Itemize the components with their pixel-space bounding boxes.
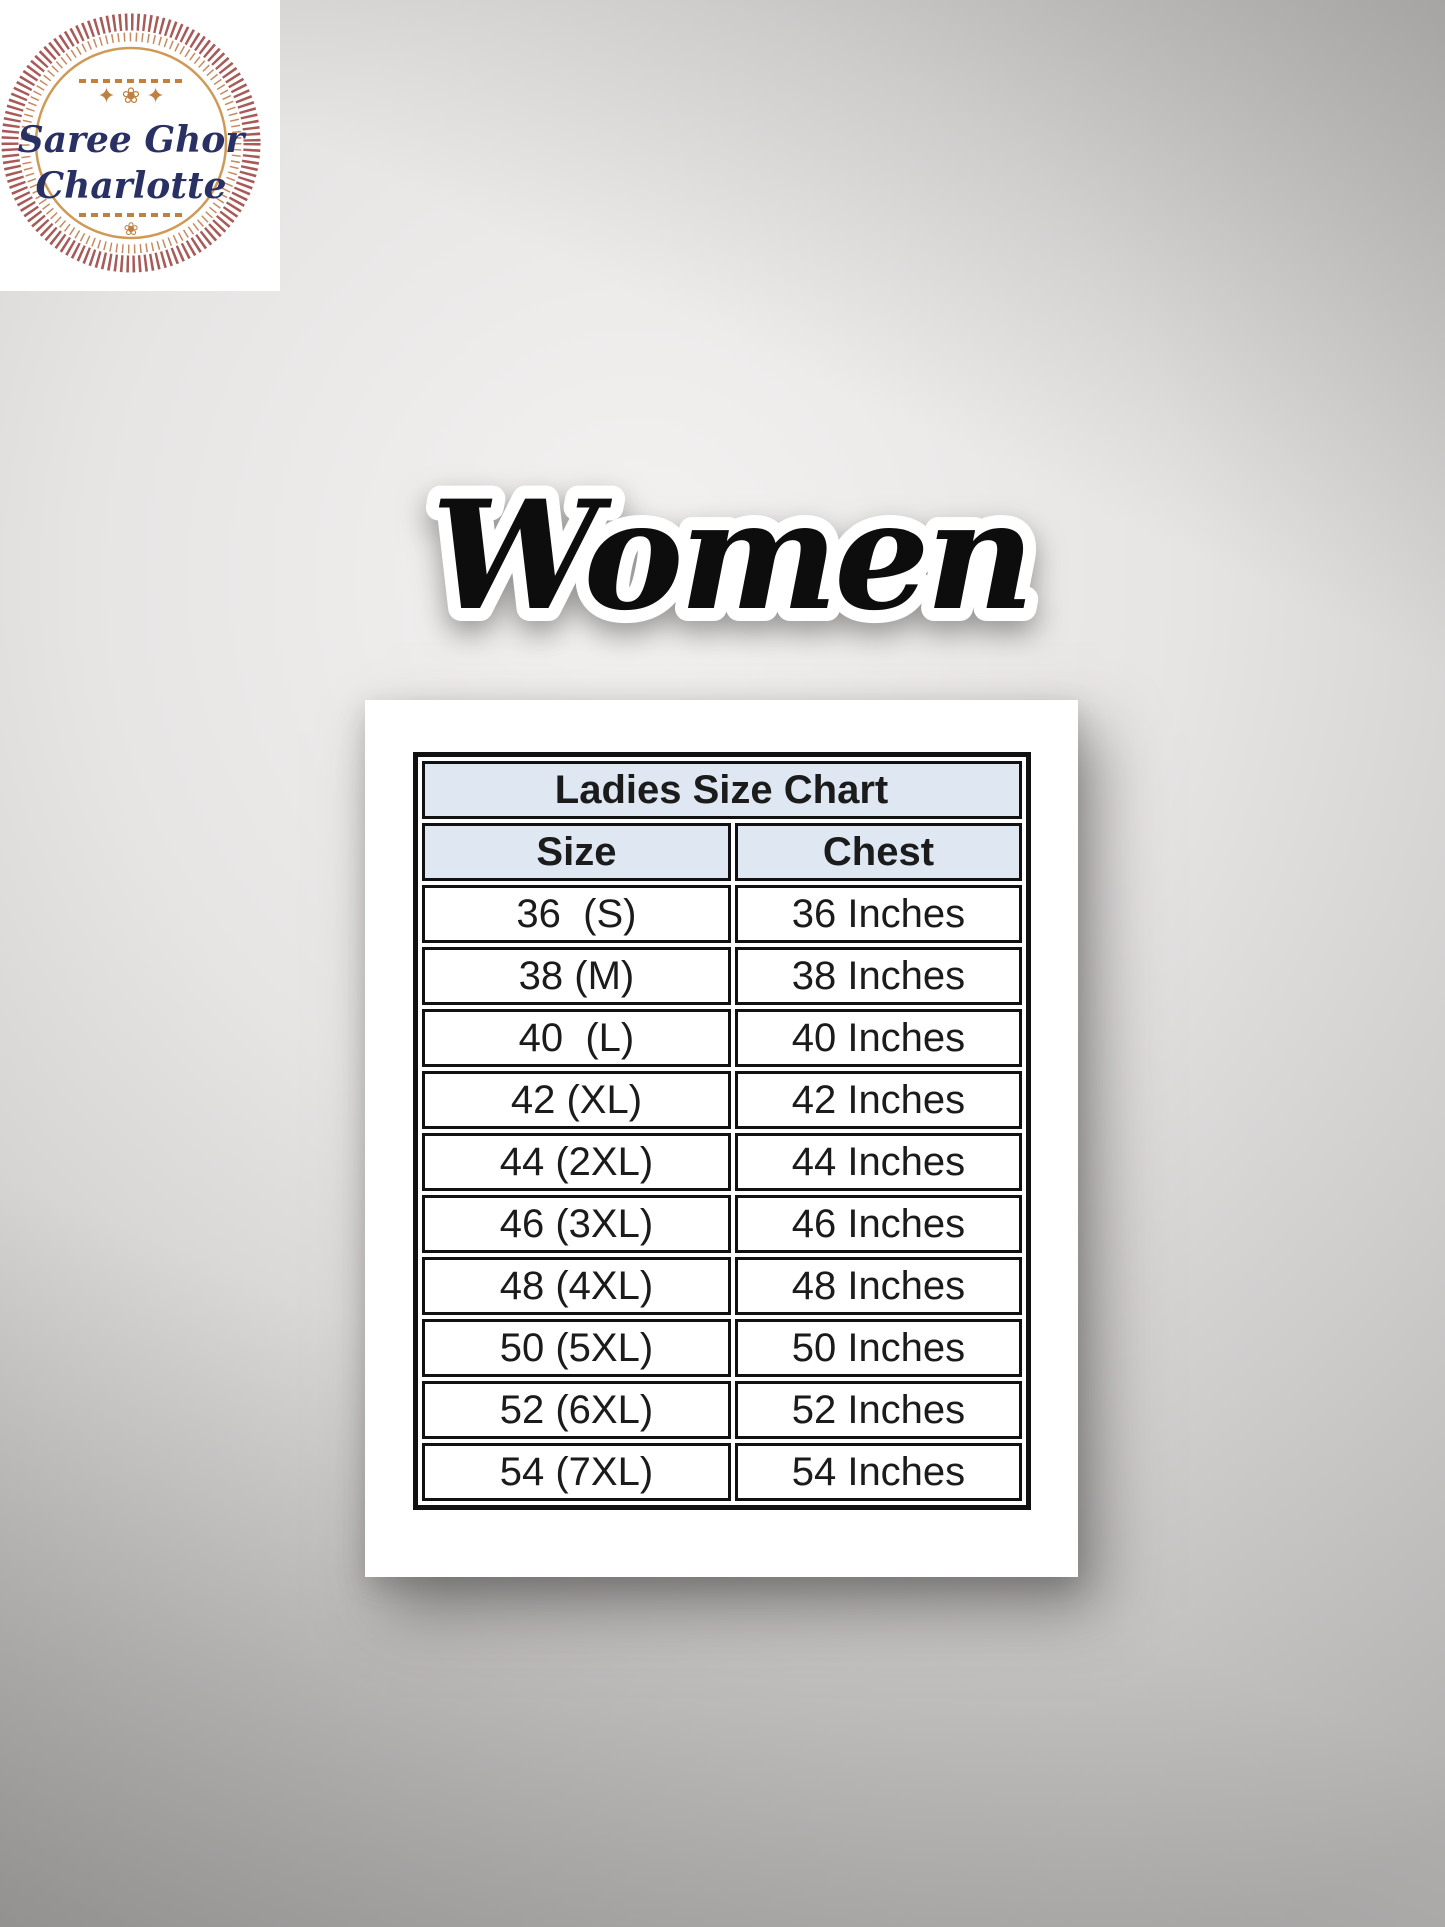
size-cell: 40 (L) [422, 1009, 732, 1067]
chest-cell: 42 Inches [735, 1071, 1021, 1129]
table-row [422, 1319, 1022, 1377]
size-cell: 44 (2XL) [422, 1133, 732, 1191]
size-cell: 54 (7XL) [422, 1443, 732, 1501]
size-cell: 42 (XL) [422, 1071, 732, 1129]
wreath-top-ornament: ✦ ❀ ✦ [97, 83, 165, 108]
wreath-icon [0, 0, 280, 291]
table-title-row [422, 761, 1022, 819]
women-title-sticker [421, 430, 1041, 690]
table-body [422, 885, 1022, 1501]
chest-cell: 54 Inches [735, 1443, 1021, 1501]
table-title: Ladies Size Chart [422, 761, 1022, 819]
table-row [422, 885, 1022, 943]
women-title-text: Women [431, 468, 1031, 644]
column-header-size: Size [422, 823, 732, 881]
chest-cell: 36 Inches [735, 885, 1021, 943]
size-cell: 38 (M) [422, 947, 732, 1005]
table-row [422, 947, 1022, 1005]
table-row [422, 1071, 1022, 1129]
table-row [422, 1257, 1022, 1315]
size-cell: 48 (4XL) [422, 1257, 732, 1315]
table-row [422, 1009, 1022, 1067]
size-chart-card [365, 700, 1078, 1577]
ladies-size-chart-table [413, 752, 1031, 1510]
table-row [422, 1133, 1022, 1191]
brand-logo [0, 0, 280, 291]
size-cell: 52 (6XL) [422, 1381, 732, 1439]
size-cell: 36 (S) [422, 885, 732, 943]
chest-cell: 40 Inches [735, 1009, 1021, 1067]
chest-cell: 48 Inches [735, 1257, 1021, 1315]
chest-cell: 50 Inches [735, 1319, 1021, 1377]
table-row [422, 1195, 1022, 1253]
chest-cell: 46 Inches [735, 1195, 1021, 1253]
wreath-bottom-ornament: ❀ [123, 219, 139, 239]
brand-name-line1: Saree Ghor [17, 119, 245, 161]
brand-name-line2: Charlotte [35, 165, 227, 207]
size-cell: 50 (5XL) [422, 1319, 732, 1377]
table-row [422, 1381, 1022, 1439]
chest-cell: 52 Inches [735, 1381, 1021, 1439]
column-header-chest: Chest [735, 823, 1021, 881]
table-row [422, 1443, 1022, 1501]
chest-cell: 44 Inches [735, 1133, 1021, 1191]
size-cell: 46 (3XL) [422, 1195, 732, 1253]
table-header-group [422, 761, 1022, 881]
table-column-header-row [422, 823, 1022, 881]
chest-cell: 38 Inches [735, 947, 1021, 1005]
